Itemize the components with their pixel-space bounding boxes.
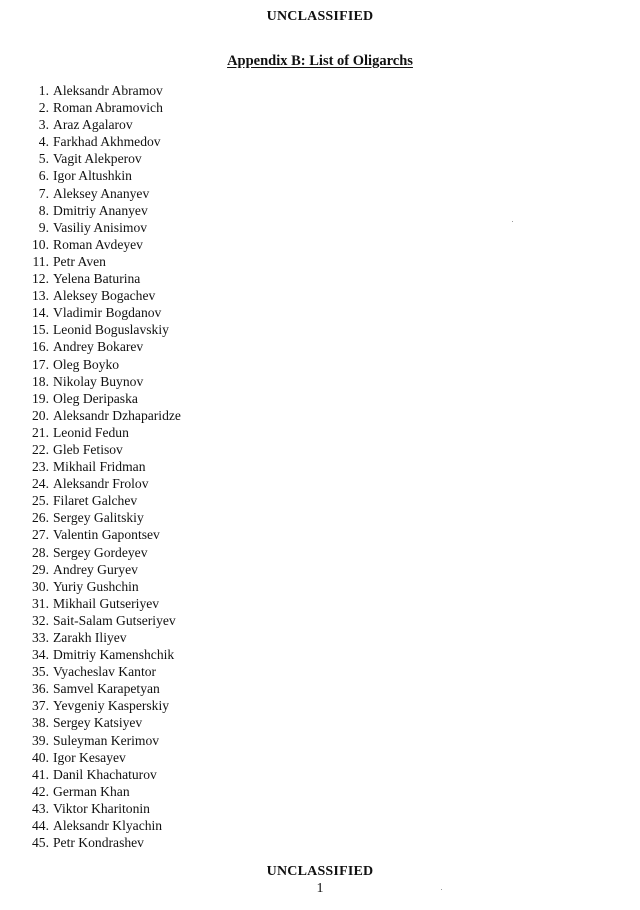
list-item-name: Gleb Fetisov xyxy=(53,441,123,457)
oligarch-list xyxy=(22,82,181,851)
list-item xyxy=(22,424,181,441)
list-item-number: 45. xyxy=(32,835,49,851)
list-item-number: 13. xyxy=(32,288,49,304)
list-item xyxy=(22,219,181,236)
list-item-number: 11. xyxy=(32,253,49,269)
list-item-number: 15. xyxy=(32,322,49,338)
list-item xyxy=(22,732,181,749)
list-item-number: 24. xyxy=(32,476,49,492)
list-item-name: Nikolay Buynov xyxy=(53,373,144,389)
list-item xyxy=(22,441,181,458)
list-item-name: Aleksey Bogachev xyxy=(53,288,156,304)
list-item-number: 2. xyxy=(38,100,49,116)
list-item xyxy=(22,373,181,390)
list-item-number: 41. xyxy=(32,766,49,782)
list-item xyxy=(22,253,181,270)
list-item-number: 4. xyxy=(38,134,49,150)
list-item-name: Oleg Deripaska xyxy=(53,390,138,406)
list-item-number: 35. xyxy=(32,664,49,680)
list-item-number: 12. xyxy=(32,271,49,287)
list-item-number: 36. xyxy=(32,681,49,697)
list-item-name: Aleksandr Klyachin xyxy=(53,818,163,834)
list-item xyxy=(22,82,181,99)
list-item xyxy=(22,321,181,338)
list-item xyxy=(22,680,181,697)
page-number: 1 xyxy=(316,881,324,896)
list-item-name: Yevgeniy Kasperskiy xyxy=(53,698,170,714)
list-item-name: Danil Khachaturov xyxy=(53,766,157,782)
list-item-name: Viktor Kharitonin xyxy=(53,800,150,816)
list-item-number: 10. xyxy=(32,236,49,252)
list-item-number: 3. xyxy=(38,117,49,133)
list-item-number: 44. xyxy=(32,818,49,834)
list-item-number: 29. xyxy=(32,561,49,577)
classification-marking-bottom: UNCLASSIFIED xyxy=(266,864,374,879)
list-item-name: Samvel Karapetyan xyxy=(53,681,160,697)
list-item-name: Yelena Baturina xyxy=(53,271,141,287)
list-item-number: 16. xyxy=(32,339,49,355)
list-item-number: 8. xyxy=(38,202,49,218)
list-item-name: Roman Avdeyev xyxy=(53,236,143,252)
list-item xyxy=(22,150,181,167)
list-item-name: Vyacheslav Kantor xyxy=(53,664,157,680)
list-item-number: 5. xyxy=(38,151,49,167)
list-item xyxy=(22,458,181,475)
list-item-number: 38. xyxy=(32,715,49,731)
list-item-number: 34. xyxy=(32,647,49,663)
list-item xyxy=(22,578,181,595)
list-item-number: 17. xyxy=(32,356,49,372)
list-item xyxy=(22,185,181,202)
list-item xyxy=(22,509,181,526)
list-item-name: Igor Kesayev xyxy=(53,749,126,765)
list-item-name: Filaret Galchev xyxy=(53,493,138,509)
list-item-name: Roman Abramovich xyxy=(53,100,163,116)
list-item xyxy=(22,646,181,663)
list-item-name: Mikhail Fridman xyxy=(53,459,146,475)
list-item xyxy=(22,561,181,578)
list-item xyxy=(22,612,181,629)
list-item-number: 7. xyxy=(38,185,49,201)
list-item-name: Petr Kondrashev xyxy=(53,835,144,851)
list-item xyxy=(22,99,181,116)
list-item-name: Andrey Bokarev xyxy=(53,339,144,355)
list-item-name: Aleksandr Frolov xyxy=(53,476,149,492)
list-item-number: 9. xyxy=(38,219,49,235)
list-item-name: Vladimir Bogdanov xyxy=(53,305,162,321)
list-item-number: 23. xyxy=(32,459,49,475)
list-item-name: Valentin Gapontsev xyxy=(53,527,160,543)
list-item-number: 28. xyxy=(32,544,49,560)
list-item-name: Sergey Katsiyev xyxy=(53,715,143,731)
list-item-number: 40. xyxy=(32,749,49,765)
list-item-name: Leonid Fedun xyxy=(53,424,129,440)
list-item-number: 39. xyxy=(32,732,49,748)
list-item xyxy=(22,783,181,800)
list-item-number: 31. xyxy=(32,595,49,611)
classification-marking-top: UNCLASSIFIED xyxy=(266,9,374,24)
list-item xyxy=(22,116,181,133)
list-item-name: Farkhad Akhmedov xyxy=(53,134,161,150)
scan-speck xyxy=(512,221,513,222)
list-item-name: Mikhail Gutseriyev xyxy=(53,595,160,611)
list-item xyxy=(22,167,181,184)
list-item-number: 37. xyxy=(32,698,49,714)
list-item-name: Suleyman Kerimov xyxy=(53,732,160,748)
list-item-number: 30. xyxy=(32,578,49,594)
list-item-name: Sait-Salam Gutseriyev xyxy=(53,612,176,628)
list-item xyxy=(22,236,181,253)
list-item xyxy=(22,270,181,287)
list-item xyxy=(22,834,181,851)
list-item xyxy=(22,304,181,321)
list-item xyxy=(22,356,181,373)
list-item-number: 18. xyxy=(32,373,49,389)
list-item xyxy=(22,697,181,714)
list-item-name: Dmitriy Ananyev xyxy=(53,202,148,218)
list-item-number: 22. xyxy=(32,441,49,457)
list-item-name: Sergey Galitskiy xyxy=(53,510,144,526)
list-item xyxy=(22,629,181,646)
list-item-name: Oleg Boyko xyxy=(53,356,120,372)
list-item xyxy=(22,766,181,783)
list-item-number: 1. xyxy=(38,83,49,98)
list-item-name: German Khan xyxy=(53,783,130,799)
list-item xyxy=(22,595,181,612)
list-item-name: Aleksandr Abramov xyxy=(53,83,163,98)
list-item-number: 25. xyxy=(32,493,49,509)
scan-speck xyxy=(441,889,442,890)
list-item-number: 20. xyxy=(32,407,49,423)
list-item xyxy=(22,800,181,817)
list-item xyxy=(22,390,181,407)
list-item-number: 26. xyxy=(32,510,49,526)
list-item xyxy=(22,714,181,731)
list-item-number: 19. xyxy=(32,390,49,406)
list-item-number: 14. xyxy=(32,305,49,321)
list-item xyxy=(22,202,181,219)
list-item xyxy=(22,544,181,561)
list-item xyxy=(22,407,181,424)
list-item-name: Araz Agalarov xyxy=(53,117,133,133)
list-item-name: Igor Altushkin xyxy=(53,168,132,184)
list-item xyxy=(22,663,181,680)
list-item-name: Aleksey Ananyev xyxy=(53,185,150,201)
list-item-name: Zarakh Iliyev xyxy=(53,630,127,645)
list-item xyxy=(22,749,181,766)
list-item-number: 33. xyxy=(32,630,49,645)
list-item-name: Vagit Alekperov xyxy=(53,151,142,167)
list-item-number: 42. xyxy=(32,783,49,799)
list-item-name: Petr Aven xyxy=(53,253,106,269)
list-item-number: 32. xyxy=(32,612,49,628)
list-item-number: 21. xyxy=(32,424,49,440)
list-item-name: Dmitriy Kamenshchik xyxy=(53,647,175,663)
list-item xyxy=(22,287,181,304)
list-item xyxy=(22,526,181,543)
list-item-name: Yuriy Gushchin xyxy=(53,578,139,594)
list-item-name: Andrey Guryev xyxy=(53,561,138,577)
list-item-name: Sergey Gordeyev xyxy=(53,544,148,560)
list-item-number: 43. xyxy=(32,800,49,816)
list-item xyxy=(22,475,181,492)
list-item-name: Leonid Boguslavskiy xyxy=(53,322,169,338)
list-item xyxy=(22,492,181,509)
list-item-name: Aleksandr Dzhaparidze xyxy=(53,407,181,423)
list-item xyxy=(22,817,181,834)
list-item-number: 27. xyxy=(32,527,49,543)
appendix-title: Appendix B: List of Oligarchs xyxy=(227,53,413,69)
list-item-name: Vasiliy Anisimov xyxy=(53,219,148,235)
list-item xyxy=(22,133,181,150)
list-item xyxy=(22,338,181,355)
list-item-number: 6. xyxy=(38,168,49,184)
